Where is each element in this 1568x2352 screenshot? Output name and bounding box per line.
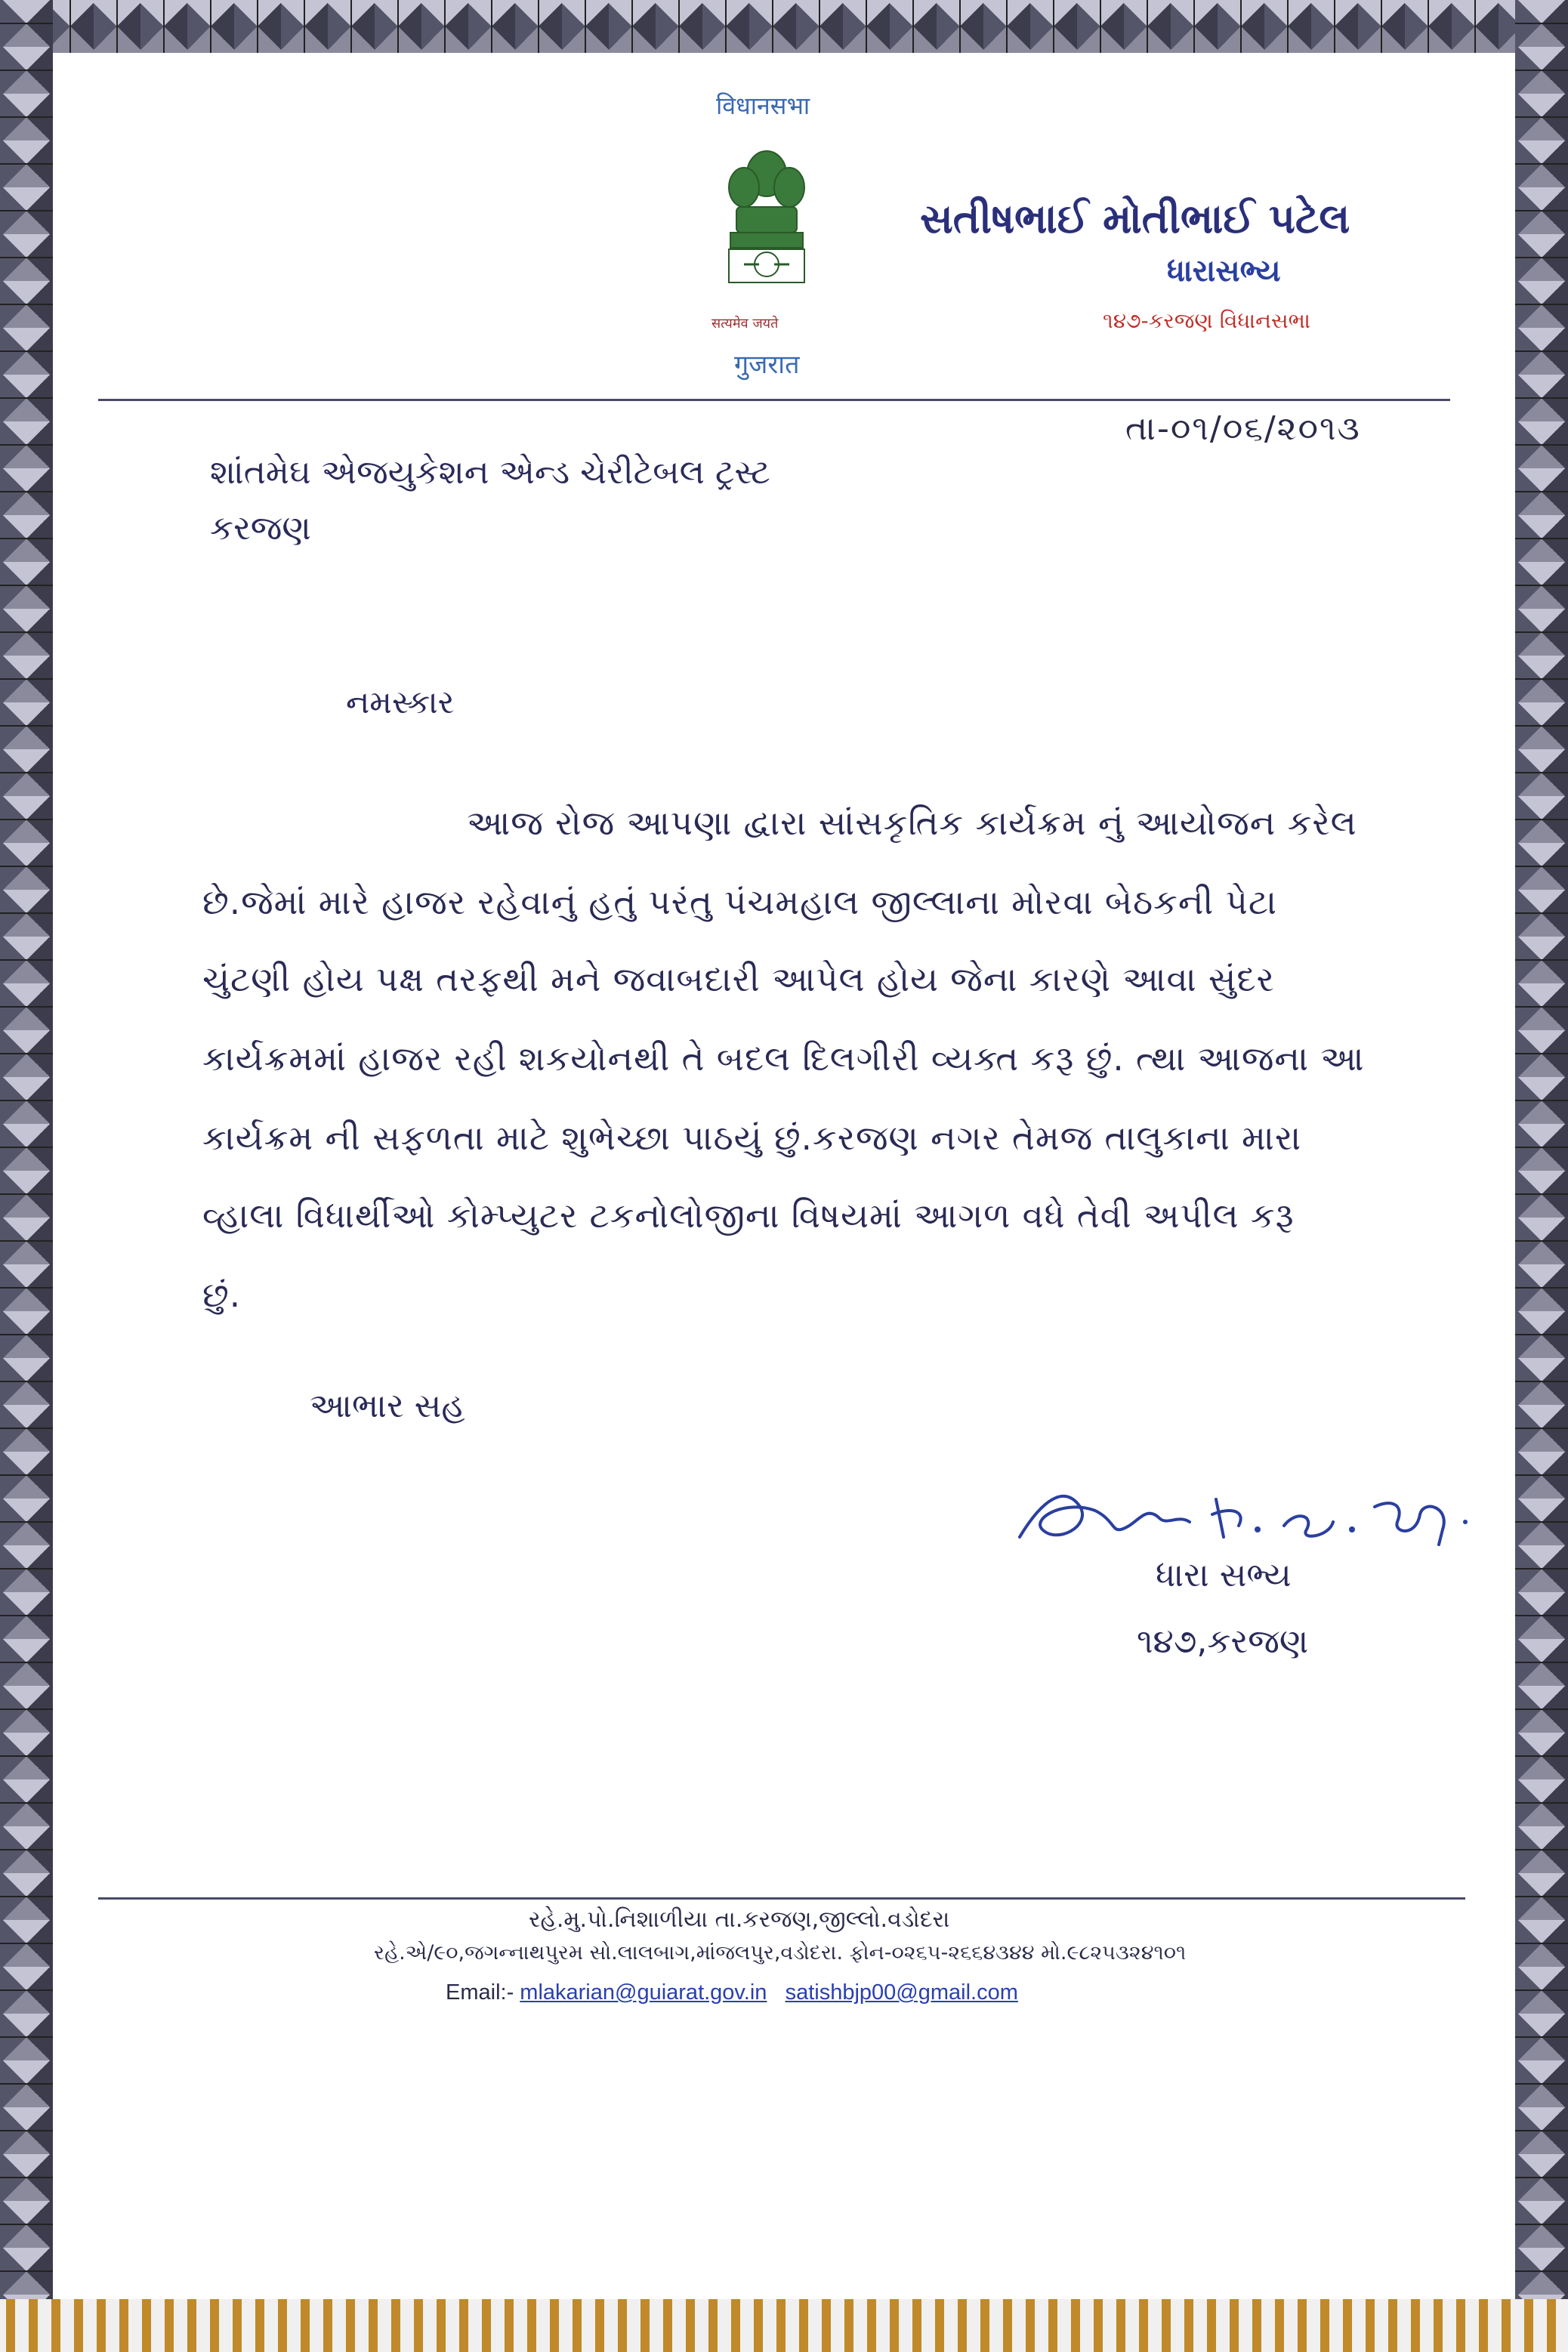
email-link-2[interactable]: satishbjp00@gmail.com <box>785 1980 1018 2005</box>
decorative-border-left <box>0 0 53 2352</box>
recipient-line-2: કરજણ <box>210 509 311 548</box>
state-emblem-icon <box>714 144 819 310</box>
sender-constituency: ૧૪૭-કરજણ વિધાનસભા <box>1103 308 1310 333</box>
body-line: કાર્યક્રમ ની સફળતા માટે શુભેચ્છા પાઠયું છું.કરજણ નગર તેમજ તાલુકાના મારા <box>202 1118 1302 1158</box>
email-label: Email:- <box>446 1980 514 2005</box>
body-line: છું. <box>202 1275 242 1315</box>
letter-date: તા-૦૧/૦૬/૨૦૧૩ <box>1125 409 1361 448</box>
decorative-border-bottom <box>0 2299 1568 2352</box>
assembly-label: विधानसभा <box>716 91 810 120</box>
decorative-border-right <box>1515 0 1568 2352</box>
emblem-motto: सत्यमेव जयते <box>711 316 779 332</box>
signatory-constituency: ૧૪૭,કરજણ <box>1137 1622 1309 1661</box>
header-divider <box>98 399 1450 401</box>
body-line: ચુંટણી હોય પક્ષ તરફથી મને જવાબદારી આપેલ હોય જેના કારણે આવા સુંદર <box>202 959 1275 999</box>
decorative-border-top <box>0 0 1568 53</box>
body-line: કાર્યક્રમમાં હાજર રહી શકયોનથી તે બદલ દિલગીરી વ્યક્ત કરૂ છું. ત્થા આજના આ <box>202 1039 1365 1079</box>
recipient-line-1: શાંતમેઘ એજયુકેશન એન્ડ ચેરીટેબલ ટ્રસ્ટ <box>210 453 770 492</box>
sender-name: સતીષભાઈ મોતીભાઈ પટેલ <box>920 195 1350 242</box>
signatory-title: ધારા સભ્ય <box>1156 1556 1292 1594</box>
footer-email-line <box>446 1980 1018 2005</box>
footer-address-2: રહે.એ/૯૦,જગન્નાથપુરમ સો.લાલબાગ,માંજલપુર,વડોદરા. ફોન-૦૨૬૫-૨૬૬૪૩૪૪ મો.૯૮૨૫૩૨૪૧૦૧ <box>374 1941 1187 1965</box>
footer-address-1: રહે.મુ.પો.નિશાળીયા તા.કરજણ,જીલ્લો.વડોદરા <box>529 1906 950 1933</box>
greeting: નમસ્કાર <box>346 684 455 721</box>
closing-text: આભાર સહ <box>310 1387 465 1425</box>
footer-divider <box>98 1897 1465 1900</box>
body-line: છે.જેમાં મારે હાજર રહેવાનું હતું પરંતુ પંચમહાલ જીલ્લાના મોરવા બેઠકની પેટા <box>202 882 1278 922</box>
email-link-1[interactable]: mlakarian@guiarat.gov.in <box>520 1980 767 2005</box>
body-line: વ્હાલા વિધાર્થીઓ કોમ્પ્યુટર ટકનોલોજીના વિષયમાં આગળ વધે તેવી અપીલ કરૂ <box>202 1196 1295 1236</box>
body-line: આજ રોજ આપણા દ્વારા સાંસકૃતિક કાર્યક્રમ નું આયોજન કરેલ <box>467 803 1357 843</box>
state-label: गुजरात <box>734 350 800 380</box>
handwritten-signature <box>997 1454 1480 1560</box>
sender-title: ધારાસભ્ય <box>1167 254 1281 289</box>
